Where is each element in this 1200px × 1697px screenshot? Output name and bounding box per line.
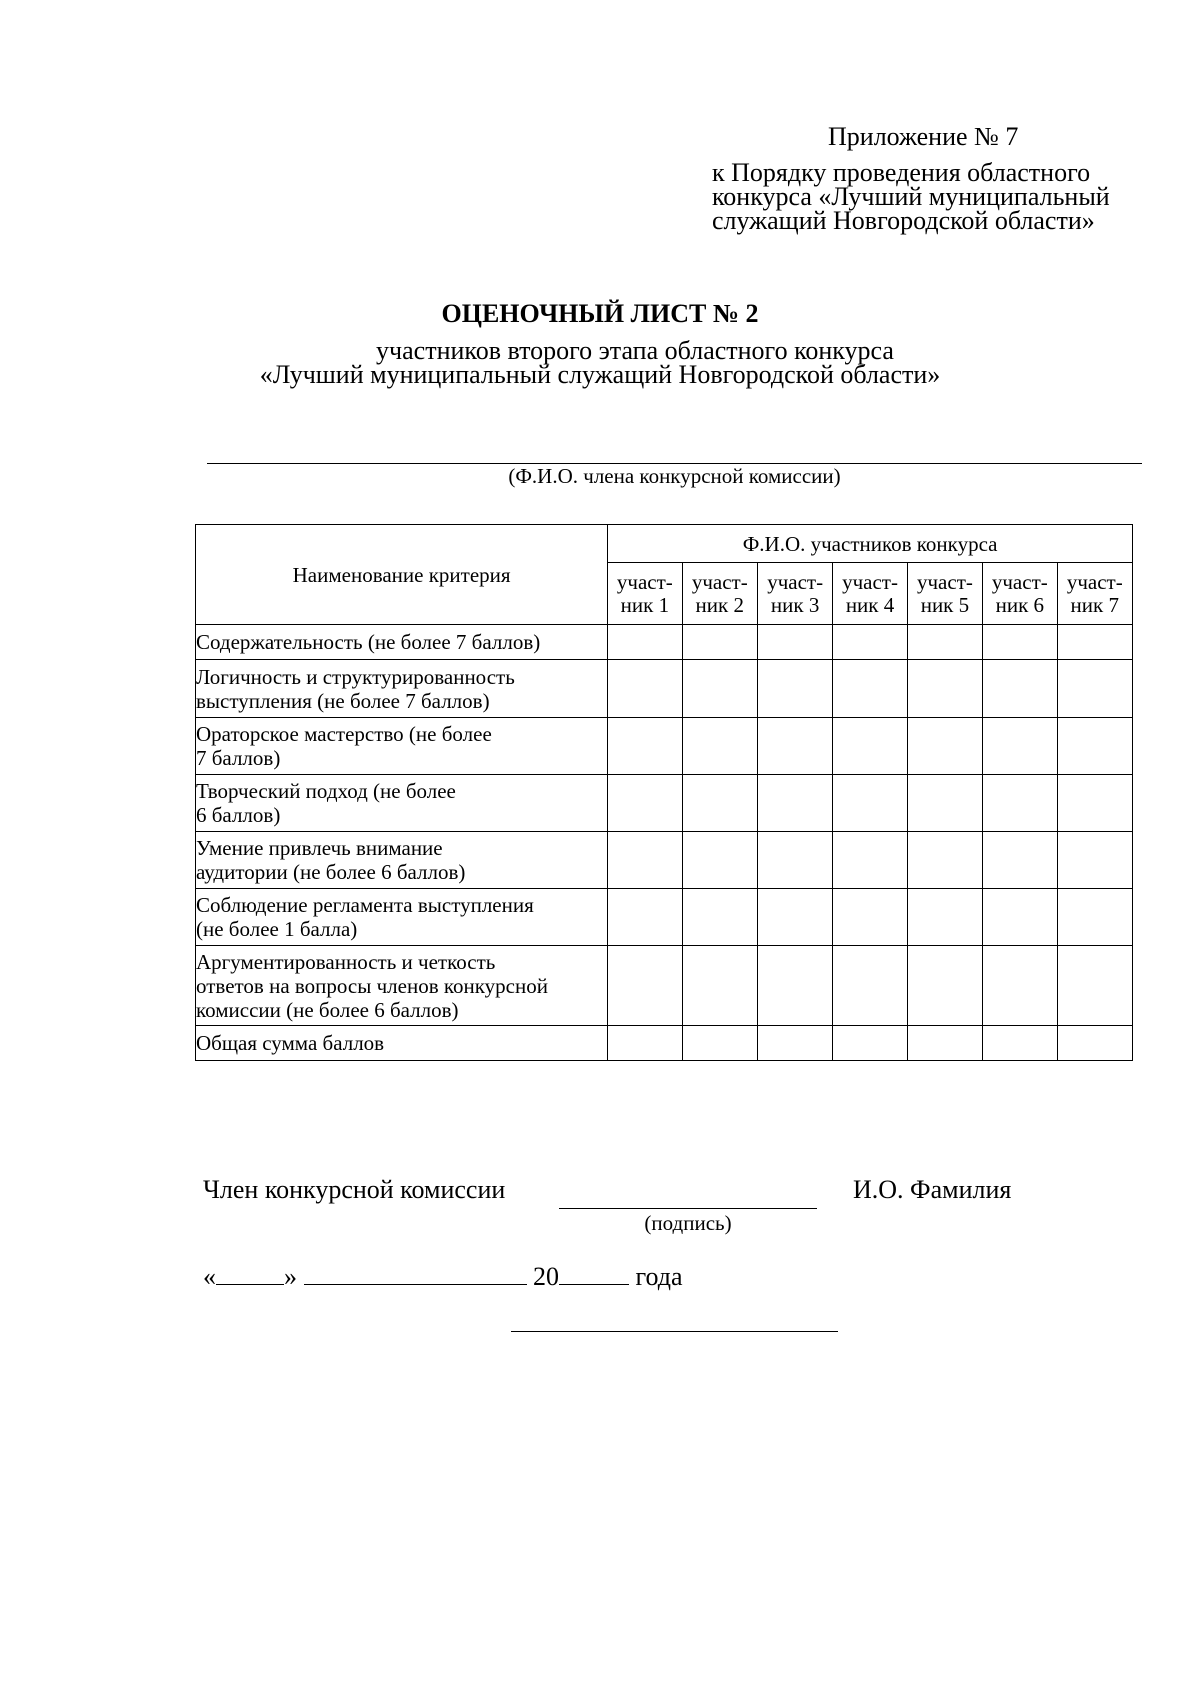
appendix-reference-line: служащий Новгородской области»: [712, 206, 1095, 235]
criterion-row: [196, 718, 1133, 775]
criterion-name: [196, 832, 608, 889]
score-cell[interactable]: [983, 946, 1057, 1026]
score-cell[interactable]: [757, 889, 832, 946]
score-cell[interactable]: [983, 1026, 1057, 1061]
criterion-name-line: Логичность и структурированность: [196, 664, 515, 689]
score-cell[interactable]: [608, 1026, 682, 1061]
criterion-name-line: Содержательность (не более 7 баллов): [196, 630, 541, 654]
appendix-reference-line: к Порядку проведения областного: [712, 158, 1091, 187]
year-field[interactable]: [559, 1262, 629, 1285]
document-subtitle-line2: «Лучший муниципальный служащий Новгородской области»: [259, 360, 941, 389]
criterion-name-line: Аргументированность и четкость: [196, 949, 496, 974]
participant-header-line: участ-: [691, 569, 748, 594]
score-cell[interactable]: [1057, 718, 1132, 775]
score-cell[interactable]: [833, 889, 907, 946]
score-cell[interactable]: [983, 625, 1057, 660]
criterion-row: [196, 889, 1133, 946]
score-cell[interactable]: [907, 718, 982, 775]
score-cell[interactable]: [983, 832, 1057, 889]
score-cell[interactable]: [983, 660, 1057, 718]
criterion-row: [196, 660, 1133, 718]
score-cell[interactable]: [833, 1026, 907, 1061]
day-field[interactable]: [216, 1262, 284, 1285]
score-cell[interactable]: [682, 625, 757, 660]
month-field[interactable]: [304, 1262, 527, 1285]
criterion-name-line: 6 баллов): [196, 803, 281, 827]
appendix-number: Приложение № 7: [828, 122, 1019, 151]
criterion-name: [196, 1026, 608, 1061]
signature-caption: (подпись): [644, 1211, 732, 1235]
participant-header-line: участ-: [842, 569, 898, 594]
score-cell[interactable]: [1057, 1026, 1132, 1061]
participant-header-line: ник 5: [920, 592, 970, 617]
participant-header-1: [608, 563, 682, 625]
participant-header-line: ник 3: [770, 592, 820, 617]
criterion-name-line: Соблюдение регламента выступления: [196, 893, 534, 917]
score-cell[interactable]: [608, 946, 682, 1026]
score-cell[interactable]: [608, 718, 682, 775]
participants-group-header: Ф.И.О. участников конкурса: [608, 525, 1133, 563]
year-suffix: года: [635, 1262, 683, 1291]
criterion-row: [196, 946, 1133, 1026]
score-cell[interactable]: [833, 660, 907, 718]
date-open-quote: «: [203, 1262, 216, 1291]
criterion-row: [196, 832, 1133, 889]
criterion-name: [196, 775, 608, 832]
criterion-name-line: Творческий подход (не более: [196, 779, 456, 803]
participant-header-line: участ-: [1066, 569, 1123, 594]
appendix-reference-line: конкурса «Лучший муниципальный: [712, 182, 1110, 211]
participant-header-line: ник 7: [1070, 592, 1119, 617]
score-cell[interactable]: [833, 718, 907, 775]
date-row: [203, 1262, 683, 1292]
participant-header-6: [983, 563, 1057, 625]
score-cell[interactable]: [1057, 625, 1132, 660]
criterion-name: [196, 660, 608, 718]
score-cell[interactable]: [833, 775, 907, 832]
criterion-name: [196, 889, 608, 946]
appendix-reference: [712, 158, 1110, 235]
score-table: [195, 524, 1133, 1061]
score-cell[interactable]: [757, 625, 832, 660]
score-cell[interactable]: [983, 889, 1057, 946]
criterion-name-line: (не более 1 балла): [196, 917, 358, 941]
score-cell[interactable]: [907, 660, 982, 718]
year-prefix: 20: [533, 1262, 559, 1291]
score-cell[interactable]: [608, 625, 682, 660]
score-cell[interactable]: [907, 946, 982, 1026]
criterion-name-line: выступления (не более 7 баллов): [196, 688, 490, 713]
score-cell[interactable]: [1057, 889, 1132, 946]
criterion-column-header: Наименование критерия: [196, 525, 608, 625]
score-cell[interactable]: [608, 660, 682, 718]
participant-header-line: участ-: [616, 569, 673, 594]
date-close-quote: »: [284, 1262, 297, 1291]
member-label: Член конкурсной комиссии: [203, 1175, 506, 1204]
participant-header-line: участ-: [767, 569, 824, 594]
commission-member-name-caption: (Ф.И.О. члена конкурсной комиссии): [508, 464, 841, 488]
criterion-name: [196, 718, 608, 775]
score-cell[interactable]: [983, 775, 1057, 832]
criterion-name-line: 7 баллов): [196, 746, 281, 770]
score-cell[interactable]: [682, 889, 757, 946]
criterion-name-line: комиссии (не более 6 баллов): [196, 997, 459, 1022]
score-cell[interactable]: [907, 832, 982, 889]
score-cell[interactable]: [833, 946, 907, 1026]
criterion-name-line: ответов на вопросы членов конкурсной: [196, 973, 548, 998]
score-cell[interactable]: [682, 832, 757, 889]
score-cell[interactable]: [608, 889, 682, 946]
criteria-body: [196, 625, 1133, 1061]
score-cell[interactable]: [1057, 946, 1132, 1026]
signature-field[interactable]: [559, 1208, 817, 1209]
score-cell[interactable]: [608, 832, 682, 889]
score-cell[interactable]: [907, 625, 982, 660]
participant-header-line: ник 4: [845, 592, 895, 617]
participant-header-4: [833, 563, 907, 625]
participant-header-line: участ-: [991, 569, 1048, 594]
score-cell[interactable]: [907, 889, 982, 946]
score-cell[interactable]: [833, 625, 907, 660]
criterion-name-line: Ораторское мастерство (не более: [196, 722, 492, 746]
score-cell[interactable]: [983, 718, 1057, 775]
criterion-row: [196, 775, 1133, 832]
criterion-name-line: Умение привлечь внимание: [196, 836, 443, 860]
score-cell[interactable]: [757, 718, 832, 775]
criterion-name: [196, 946, 608, 1026]
score-cell[interactable]: [682, 946, 757, 1026]
participant-header-7: [1057, 563, 1132, 625]
participant-header-line: ник 2: [695, 592, 744, 617]
criterion-row: [196, 1026, 1133, 1061]
score-cell[interactable]: [1057, 775, 1132, 832]
score-cell[interactable]: [682, 660, 757, 718]
score-cell[interactable]: [757, 832, 832, 889]
score-cell[interactable]: [1057, 660, 1132, 718]
bottom-signature-line[interactable]: [511, 1331, 838, 1332]
participant-header-5: [907, 563, 982, 625]
score-cell[interactable]: [757, 946, 832, 1026]
score-cell[interactable]: [682, 718, 757, 775]
document-title: ОЦЕНОЧНЫЙ ЛИСТ № 2: [441, 299, 759, 328]
participant-header-line: участ-: [916, 569, 973, 594]
criterion-name-line: аудитории (не более 6 баллов): [196, 860, 466, 884]
score-cell[interactable]: [757, 660, 832, 718]
score-cell[interactable]: [833, 832, 907, 889]
score-cell[interactable]: [907, 775, 982, 832]
participant-header-2: [682, 563, 757, 625]
participant-header-line: ник 6: [995, 592, 1045, 617]
score-cell[interactable]: [682, 775, 757, 832]
score-cell[interactable]: [757, 775, 832, 832]
participant-header-line: ник 1: [620, 592, 670, 617]
criterion-name-line: Общая сумма баллов: [196, 1031, 385, 1055]
document-subtitle-line1: участников второго этапа областного конкурса: [376, 336, 894, 365]
name-placeholder: И.О. Фамилия: [853, 1175, 1012, 1204]
score-cell[interactable]: [1057, 832, 1132, 889]
score-cell[interactable]: [682, 1026, 757, 1061]
score-cell[interactable]: [608, 775, 682, 832]
criterion-row: [196, 625, 1133, 660]
score-cell[interactable]: [757, 1026, 832, 1061]
score-cell[interactable]: [907, 1026, 982, 1061]
participant-header-3: [757, 563, 832, 625]
criterion-name: [196, 625, 608, 660]
